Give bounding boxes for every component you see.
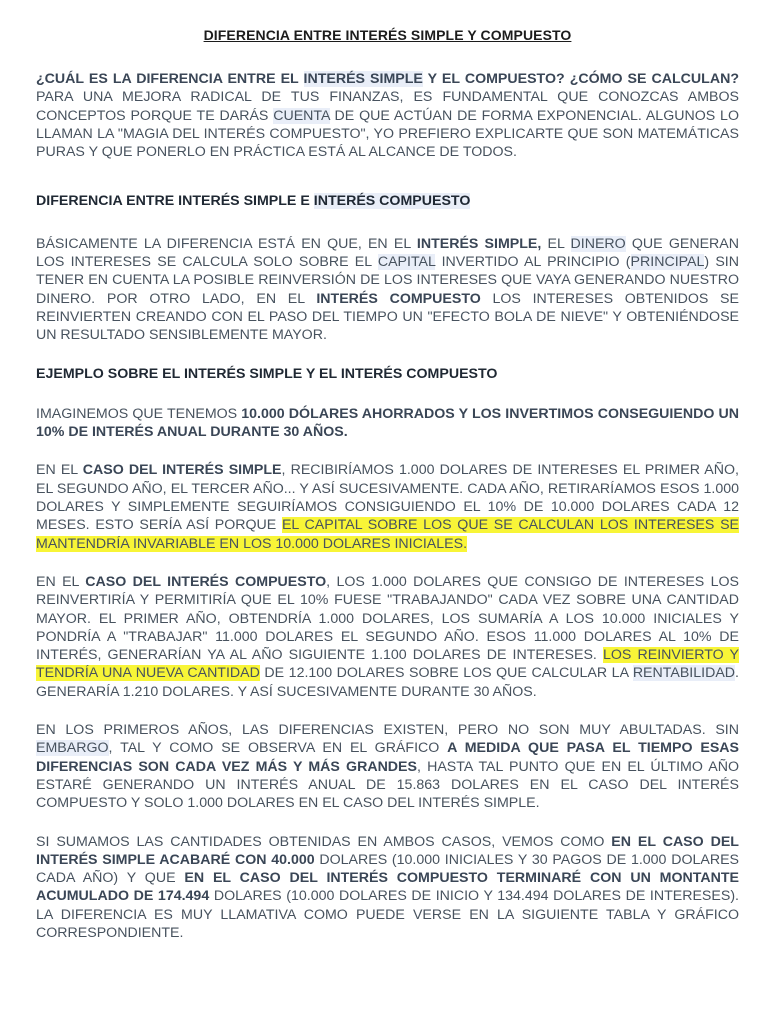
- text-span: LOS INTERESES OBTENIDOS SE REINVIERTEN CREANDO CON EL PASO DEL TIEMPO UN "EFECTO BOLA DE NIEVE" Y OBTENIÉNDOSE UN RESULTADO SENSIBLEMENTE MAYOR.: [36, 290, 739, 344]
- simple-case-paragraph: [36, 461, 739, 552]
- link-embargo[interactable]: EMBARGO: [36, 740, 109, 757]
- link-rentabilidad[interactable]: RENTABILIDAD: [632, 665, 736, 682]
- text-span: DOLARES (10.000 INICIALES Y 30 PAGOS DE 1.000 DOLARES CADA AÑO) Y QUE: [36, 851, 740, 887]
- text-span: , TAL Y COMO SE OBSERVA EN EL GRÁFICO: [108, 740, 448, 757]
- text-span: . GENERARÍA 1.210 DOLARES. Y ASÍ SUCESIVAMENTE DURANTE 30 AÑOS.: [36, 665, 739, 700]
- bold-interes-compuesto: INTERÉS COMPUESTO: [316, 290, 481, 307]
- link-interes-simple[interactable]: INTERÉS SIMPLE: [303, 71, 423, 87]
- highlight-reinvierto: LOS REINVIERTO Y TENDRÍA UNA NUEVA CANTIDAD: [36, 647, 739, 682]
- bold-total-simple: EN EL CASO DEL INTERÉS SIMPLE ACABARÉ CON 40.000: [36, 833, 739, 868]
- document-title: DIFERENCIA ENTRE INTERÉS SIMPLE Y COMPUESTO: [203, 27, 572, 43]
- text-span: SI SUMAMOS LAS CANTIDADES OBTENIDAS EN AMBOS CASOS, VEMOS COMO: [36, 833, 612, 850]
- bold-total-compuesto: EN EL CASO DEL INTERÉS COMPUESTO TERMINARÉ CON UN MONTANTE ACUMULADO DE 174.494: [36, 870, 740, 905]
- bold-diferencias: A MEDIDA QUE PASA EL TIEMPO ESAS DIFERENCIAS SON CADA VEZ MÁS Y MÁS GRANDES: [36, 740, 739, 775]
- text-span: IMAGINEMOS QUE TENEMOS: [36, 405, 242, 422]
- link-dinero[interactable]: DINERO: [570, 235, 626, 252]
- compound-case-paragraph: [36, 573, 739, 701]
- bold-caso-simple: CASO DEL INTERÉS SIMPLE: [82, 462, 282, 479]
- section-heading-diferencia: [36, 192, 739, 210]
- text-span: , LOS 1.000 DOLARES QUE CONSIGO DE INTERESES LOS REINVERTIRÍA Y PERMITIRÍA QUE EL 10% FUESE "TRABAJANDO" CADA VEZ SOBRE UNA CANTIDAD MAYOR. EL PRIMER AÑO, OBTENDRÍA 1.000 DOLARES, LOS SUMARÍA A LOS 10.000 INICIALES Y PONDRÍA A "TRABAJAR" 11.000 DOLARES EL SEGUNDO AÑO. ESOS 11.000 DOLARES AL 10% DE INTERÉS, GENERARÍAN YA AL AÑO SIGUIENTE 1.100 DOLARES DE INTERESES.: [36, 573, 740, 664]
- bold-interes-simple: INTERÉS SIMPLE,: [416, 235, 542, 252]
- bold-caso-compuesto: CASO DEL INTERÉS COMPUESTO: [85, 573, 327, 590]
- intro-text-end: DE QUE ACTÚAN DE FORMA EXPONENCIAL. ALGUNOS LO LLAMAN LA "MAGIA DEL INTERÉS COMPUESTO", YO PREFIERO EXPLICARTE QUE SON MATEMÁTICAS PURAS Y QUE PONERLO EN PRÁCTICA ESTÁ AL ALCANCE DE TODOS.: [36, 107, 739, 161]
- text-span: ) SIN TENER EN CUENTA LA POSIBLE REINVERSIÓN DE LOS INTERESES QUE VAYA GENERANDO NUESTRO DINERO. POR OTRO LADO, EN EL: [36, 254, 739, 307]
- intro-question-start: ¿CUÁL ES LA DIFERENCIA ENTRE EL: [36, 71, 304, 87]
- link-cuenta[interactable]: CUENTA: [273, 107, 330, 124]
- link-interes-compuesto[interactable]: INTERÉS COMPUESTO: [313, 193, 471, 210]
- text-span: EN EL: [36, 462, 83, 479]
- text-span: EN EL: [36, 573, 86, 590]
- text-span: DE 12.100 DOLARES SOBRE LOS QUE CALCULAR LA: [259, 665, 633, 682]
- section-heading-ejemplo: EJEMPLO SOBRE EL INTERÉS SIMPLE Y EL INTERÉS COMPUESTO: [36, 365, 498, 382]
- text-span: INVERTIDO AL PRINCIPIO (: [435, 254, 631, 271]
- differences-paragraph: [36, 721, 739, 812]
- highlight-capital: EL CAPITAL SOBRE LOS QUE SE CALCULAN LOS INTERESES SE MANTENDRÍA INVARIABLE EN LOS 10.000 DOLARES INICIALES.: [36, 517, 739, 552]
- intro-paragraph: [36, 70, 739, 161]
- text-span: DOLARES (10.000 DOLARES DE INICIO Y 134.494 DOLARES DE INTERESES). LA DIFERENCIA ES MUY LLAMATIVA COMO PUEDE VERSE EN LA SIGUIENTE TABLA Y GRÁFICO CORRESPONDIENTE.: [36, 888, 739, 941]
- heading-text: DIFERENCIA ENTRE INTERÉS SIMPLE E: [36, 193, 314, 210]
- diferencia-paragraph: [36, 235, 739, 345]
- text-span: , HASTA TAL PUNTO QUE EN EL ÚLTIMO AÑO ESTARÉ GENERANDO UN INTERÉS ANUAL DE 15.863 DOLARES EN EL CASO DEL INTERÉS COMPUESTO Y SOLO 1.000 DOLARES EN EL CASO DEL INTERÉS SIMPLE.: [36, 758, 739, 812]
- text-span: EL: [541, 235, 571, 252]
- bold-ejemplo: 10.000 DÓLARES AHORRADOS Y LOS INVERTIMOS CONSEGUIENDO UN 10% DE INTERÉS ANUAL DURANTE 30 AÑOS.: [36, 405, 739, 441]
- intro-question-end: Y EL COMPUESTO? ¿CÓMO SE CALCULAN?: [422, 71, 739, 87]
- intro-text: PARA UNA MEJORA RADICAL DE TUS FINANZAS, ES FUNDAMENTAL QUE CONOZCAS AMBOS CONCEPTOS PORQUE TE DARÁS: [36, 89, 739, 124]
- totals-paragraph: [36, 833, 739, 943]
- text-span: EN LOS PRIMEROS AÑOS, LAS DIFERENCIAS EXISTEN, PERO NO SON MUY ABULTADAS. SIN: [36, 722, 739, 739]
- link-principal[interactable]: PRINCIPAL: [630, 254, 705, 271]
- text-span: QUE GENERAN LOS INTERESES SE CALCULA SOLO SOBRE EL: [36, 235, 739, 271]
- text-span: , RECIBIRÍAMOS 1.000 DOLARES DE INTERESES EL PRIMER AÑO, EL SEGUNDO AÑO, EL TERCER AÑO... Y ASÍ SUCESIVAMENTE. CADA AÑO, RETIRARÍAMOS ESOS 1.000 DOLARES Y SIMPLEMENTE SEGUIRÍAMOS CONSIGUIENDO EL 10% DE 10.000 DOLARES CADA 12 MESES. ESTO SERÍA ASÍ PORQUE: [36, 462, 739, 534]
- link-capital[interactable]: CAPITAL: [377, 254, 436, 271]
- text-span: BÁSICAMENTE LA DIFERENCIA ESTÁ EN QUE, EN EL: [36, 235, 417, 252]
- ejemplo-paragraph: [36, 405, 739, 442]
